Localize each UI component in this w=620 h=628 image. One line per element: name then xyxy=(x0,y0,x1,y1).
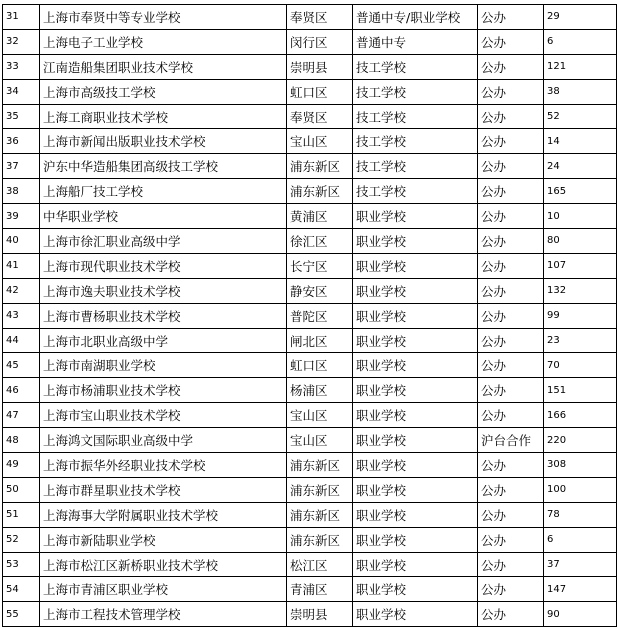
ownership-cell: 公办 xyxy=(478,253,544,278)
school-name-cell: 上海市曹杨职业技术学校 xyxy=(40,303,287,328)
row-number-cell: 55 xyxy=(3,602,40,627)
count-cell: 70 xyxy=(544,353,617,378)
table-row xyxy=(3,552,617,577)
table-row xyxy=(3,154,617,179)
count-cell: 132 xyxy=(544,278,617,303)
row-number-cell: 49 xyxy=(3,453,40,478)
ownership-cell: 公办 xyxy=(478,79,544,104)
table-row xyxy=(3,278,617,303)
table-body xyxy=(3,5,617,627)
count-cell: 220 xyxy=(544,428,617,453)
ownership-cell: 公办 xyxy=(478,378,544,403)
school-name-cell: 上海市杨浦职业技术学校 xyxy=(40,378,287,403)
ownership-cell: 公办 xyxy=(478,54,544,79)
count-cell: 14 xyxy=(544,129,617,154)
district-cell: 宝山区 xyxy=(287,428,353,453)
count-cell: 10 xyxy=(544,204,617,229)
table-row xyxy=(3,428,617,453)
count-cell: 90 xyxy=(544,602,617,627)
count-cell: 100 xyxy=(544,477,617,502)
district-cell: 浦东新区 xyxy=(287,527,353,552)
school-type-cell: 职业学校 xyxy=(353,577,478,602)
school-type-cell: 职业学校 xyxy=(353,552,478,577)
school-type-cell: 技工学校 xyxy=(353,104,478,129)
row-number-cell: 39 xyxy=(3,204,40,229)
ownership-cell: 公办 xyxy=(478,278,544,303)
school-name-cell: 江南造船集团职业技术学校 xyxy=(40,54,287,79)
school-type-cell: 技工学校 xyxy=(353,79,478,104)
table-row xyxy=(3,303,617,328)
district-cell: 奉贤区 xyxy=(287,104,353,129)
district-cell: 青浦区 xyxy=(287,577,353,602)
district-cell: 虹口区 xyxy=(287,353,353,378)
count-cell: 165 xyxy=(544,179,617,204)
school-name-cell: 上海市逸夫职业技术学校 xyxy=(40,278,287,303)
school-name-cell: 上海电子工业学校 xyxy=(40,29,287,54)
school-type-cell: 职业学校 xyxy=(353,303,478,328)
school-name-cell: 上海市新闻出版职业技术学校 xyxy=(40,129,287,154)
school-type-cell: 职业学校 xyxy=(353,477,478,502)
row-number-cell: 32 xyxy=(3,29,40,54)
school-type-cell: 职业学校 xyxy=(353,278,478,303)
district-cell: 静安区 xyxy=(287,278,353,303)
school-name-cell: 上海市南湖职业学校 xyxy=(40,353,287,378)
ownership-cell: 公办 xyxy=(478,477,544,502)
district-cell: 长宁区 xyxy=(287,253,353,278)
school-type-cell: 普通中专 xyxy=(353,29,478,54)
school-type-cell: 技工学校 xyxy=(353,179,478,204)
table-row xyxy=(3,477,617,502)
row-number-cell: 42 xyxy=(3,278,40,303)
ownership-cell: 公办 xyxy=(478,552,544,577)
count-cell: 24 xyxy=(544,154,617,179)
table-row xyxy=(3,54,617,79)
school-type-cell: 职业学校 xyxy=(353,353,478,378)
ownership-cell: 公办 xyxy=(478,328,544,353)
row-number-cell: 50 xyxy=(3,477,40,502)
school-name-cell: 中华职业学校 xyxy=(40,204,287,229)
count-cell: 37 xyxy=(544,552,617,577)
row-number-cell: 33 xyxy=(3,54,40,79)
ownership-cell: 公办 xyxy=(478,29,544,54)
ownership-cell: 公办 xyxy=(478,129,544,154)
count-cell: 52 xyxy=(544,104,617,129)
district-cell: 浦东新区 xyxy=(287,453,353,478)
school-type-cell: 技工学校 xyxy=(353,154,478,179)
row-number-cell: 36 xyxy=(3,129,40,154)
school-name-cell: 上海市宝山职业技术学校 xyxy=(40,403,287,428)
school-name-cell: 上海市徐汇职业高级中学 xyxy=(40,229,287,254)
row-number-cell: 40 xyxy=(3,229,40,254)
school-type-cell: 职业学校 xyxy=(353,328,478,353)
school-type-cell: 职业学校 xyxy=(353,403,478,428)
district-cell: 浦东新区 xyxy=(287,502,353,527)
ownership-cell: 公办 xyxy=(478,453,544,478)
district-cell: 宝山区 xyxy=(287,129,353,154)
row-number-cell: 51 xyxy=(3,502,40,527)
school-type-cell: 职业学校 xyxy=(353,378,478,403)
table-row xyxy=(3,179,617,204)
row-number-cell: 52 xyxy=(3,527,40,552)
district-cell: 徐汇区 xyxy=(287,229,353,254)
school-type-cell: 职业学校 xyxy=(353,602,478,627)
table-row xyxy=(3,204,617,229)
school-type-cell: 技工学校 xyxy=(353,54,478,79)
district-cell: 虹口区 xyxy=(287,79,353,104)
count-cell: 80 xyxy=(544,229,617,254)
school-type-cell: 普通中专/职业学校 xyxy=(353,5,478,30)
ownership-cell: 公办 xyxy=(478,527,544,552)
school-name-cell: 上海市青浦区职业学校 xyxy=(40,577,287,602)
school-name-cell: 上海市奉贤中等专业学校 xyxy=(40,5,287,30)
school-name-cell: 上海工商职业技术学校 xyxy=(40,104,287,129)
school-name-cell: 上海市高级技工学校 xyxy=(40,79,287,104)
table-row xyxy=(3,353,617,378)
count-cell: 147 xyxy=(544,577,617,602)
count-cell: 29 xyxy=(544,5,617,30)
table-row xyxy=(3,378,617,403)
ownership-cell: 公办 xyxy=(478,104,544,129)
row-number-cell: 43 xyxy=(3,303,40,328)
ownership-cell: 公办 xyxy=(478,602,544,627)
count-cell: 151 xyxy=(544,378,617,403)
school-table xyxy=(2,4,617,627)
school-name-cell: 沪东中华造船集团高级技工学校 xyxy=(40,154,287,179)
count-cell: 166 xyxy=(544,403,617,428)
count-cell: 78 xyxy=(544,502,617,527)
ownership-cell: 公办 xyxy=(478,204,544,229)
school-name-cell: 上海市振华外经职业技术学校 xyxy=(40,453,287,478)
school-type-cell: 职业学校 xyxy=(353,502,478,527)
row-number-cell: 41 xyxy=(3,253,40,278)
table-row xyxy=(3,79,617,104)
district-cell: 崇明县 xyxy=(287,602,353,627)
school-type-cell: 职业学校 xyxy=(353,229,478,254)
school-type-cell: 职业学校 xyxy=(353,204,478,229)
count-cell: 308 xyxy=(544,453,617,478)
table-row xyxy=(3,229,617,254)
district-cell: 黄浦区 xyxy=(287,204,353,229)
district-cell: 浦东新区 xyxy=(287,477,353,502)
count-cell: 23 xyxy=(544,328,617,353)
district-cell: 松江区 xyxy=(287,552,353,577)
school-name-cell: 上海市松江区新桥职业技术学校 xyxy=(40,552,287,577)
district-cell: 普陀区 xyxy=(287,303,353,328)
table-row xyxy=(3,453,617,478)
ownership-cell: 公办 xyxy=(478,577,544,602)
row-number-cell: 54 xyxy=(3,577,40,602)
district-cell: 杨浦区 xyxy=(287,378,353,403)
school-name-cell: 上海市新陆职业学校 xyxy=(40,527,287,552)
ownership-cell: 沪台合作 xyxy=(478,428,544,453)
district-cell: 崇明县 xyxy=(287,54,353,79)
school-name-cell: 上海海事大学附属职业技术学校 xyxy=(40,502,287,527)
count-cell: 99 xyxy=(544,303,617,328)
school-type-cell: 职业学校 xyxy=(353,253,478,278)
school-type-cell: 职业学校 xyxy=(353,428,478,453)
table-row xyxy=(3,602,617,627)
row-number-cell: 34 xyxy=(3,79,40,104)
table-row xyxy=(3,502,617,527)
row-number-cell: 53 xyxy=(3,552,40,577)
ownership-cell: 公办 xyxy=(478,303,544,328)
district-cell: 闵行区 xyxy=(287,29,353,54)
table-row xyxy=(3,129,617,154)
school-type-cell: 技工学校 xyxy=(353,129,478,154)
table-row xyxy=(3,5,617,30)
count-cell: 38 xyxy=(544,79,617,104)
school-name-cell: 上海市工程技术管理学校 xyxy=(40,602,287,627)
school-type-cell: 职业学校 xyxy=(353,527,478,552)
table-row xyxy=(3,577,617,602)
district-cell: 浦东新区 xyxy=(287,154,353,179)
row-number-cell: 44 xyxy=(3,328,40,353)
row-number-cell: 35 xyxy=(3,104,40,129)
table-row xyxy=(3,328,617,353)
school-name-cell: 上海市北职业高级中学 xyxy=(40,328,287,353)
district-cell: 浦东新区 xyxy=(287,179,353,204)
table-row xyxy=(3,527,617,552)
count-cell: 6 xyxy=(544,527,617,552)
ownership-cell: 公办 xyxy=(478,353,544,378)
row-number-cell: 45 xyxy=(3,353,40,378)
table-row xyxy=(3,29,617,54)
count-cell: 107 xyxy=(544,253,617,278)
row-number-cell: 48 xyxy=(3,428,40,453)
district-cell: 奉贤区 xyxy=(287,5,353,30)
ownership-cell: 公办 xyxy=(478,5,544,30)
ownership-cell: 公办 xyxy=(478,179,544,204)
district-cell: 闸北区 xyxy=(287,328,353,353)
count-cell: 121 xyxy=(544,54,617,79)
school-type-cell: 职业学校 xyxy=(353,453,478,478)
ownership-cell: 公办 xyxy=(478,403,544,428)
count-cell: 6 xyxy=(544,29,617,54)
ownership-cell: 公办 xyxy=(478,502,544,527)
school-name-cell: 上海市现代职业技术学校 xyxy=(40,253,287,278)
table-row xyxy=(3,104,617,129)
row-number-cell: 38 xyxy=(3,179,40,204)
school-name-cell: 上海市群星职业技术学校 xyxy=(40,477,287,502)
row-number-cell: 47 xyxy=(3,403,40,428)
district-cell: 宝山区 xyxy=(287,403,353,428)
row-number-cell: 31 xyxy=(3,5,40,30)
ownership-cell: 公办 xyxy=(478,154,544,179)
row-number-cell: 37 xyxy=(3,154,40,179)
school-name-cell: 上海船厂技工学校 xyxy=(40,179,287,204)
table-row xyxy=(3,253,617,278)
table-row xyxy=(3,403,617,428)
school-name-cell: 上海鸿文国际职业高级中学 xyxy=(40,428,287,453)
row-number-cell: 46 xyxy=(3,378,40,403)
ownership-cell: 公办 xyxy=(478,229,544,254)
